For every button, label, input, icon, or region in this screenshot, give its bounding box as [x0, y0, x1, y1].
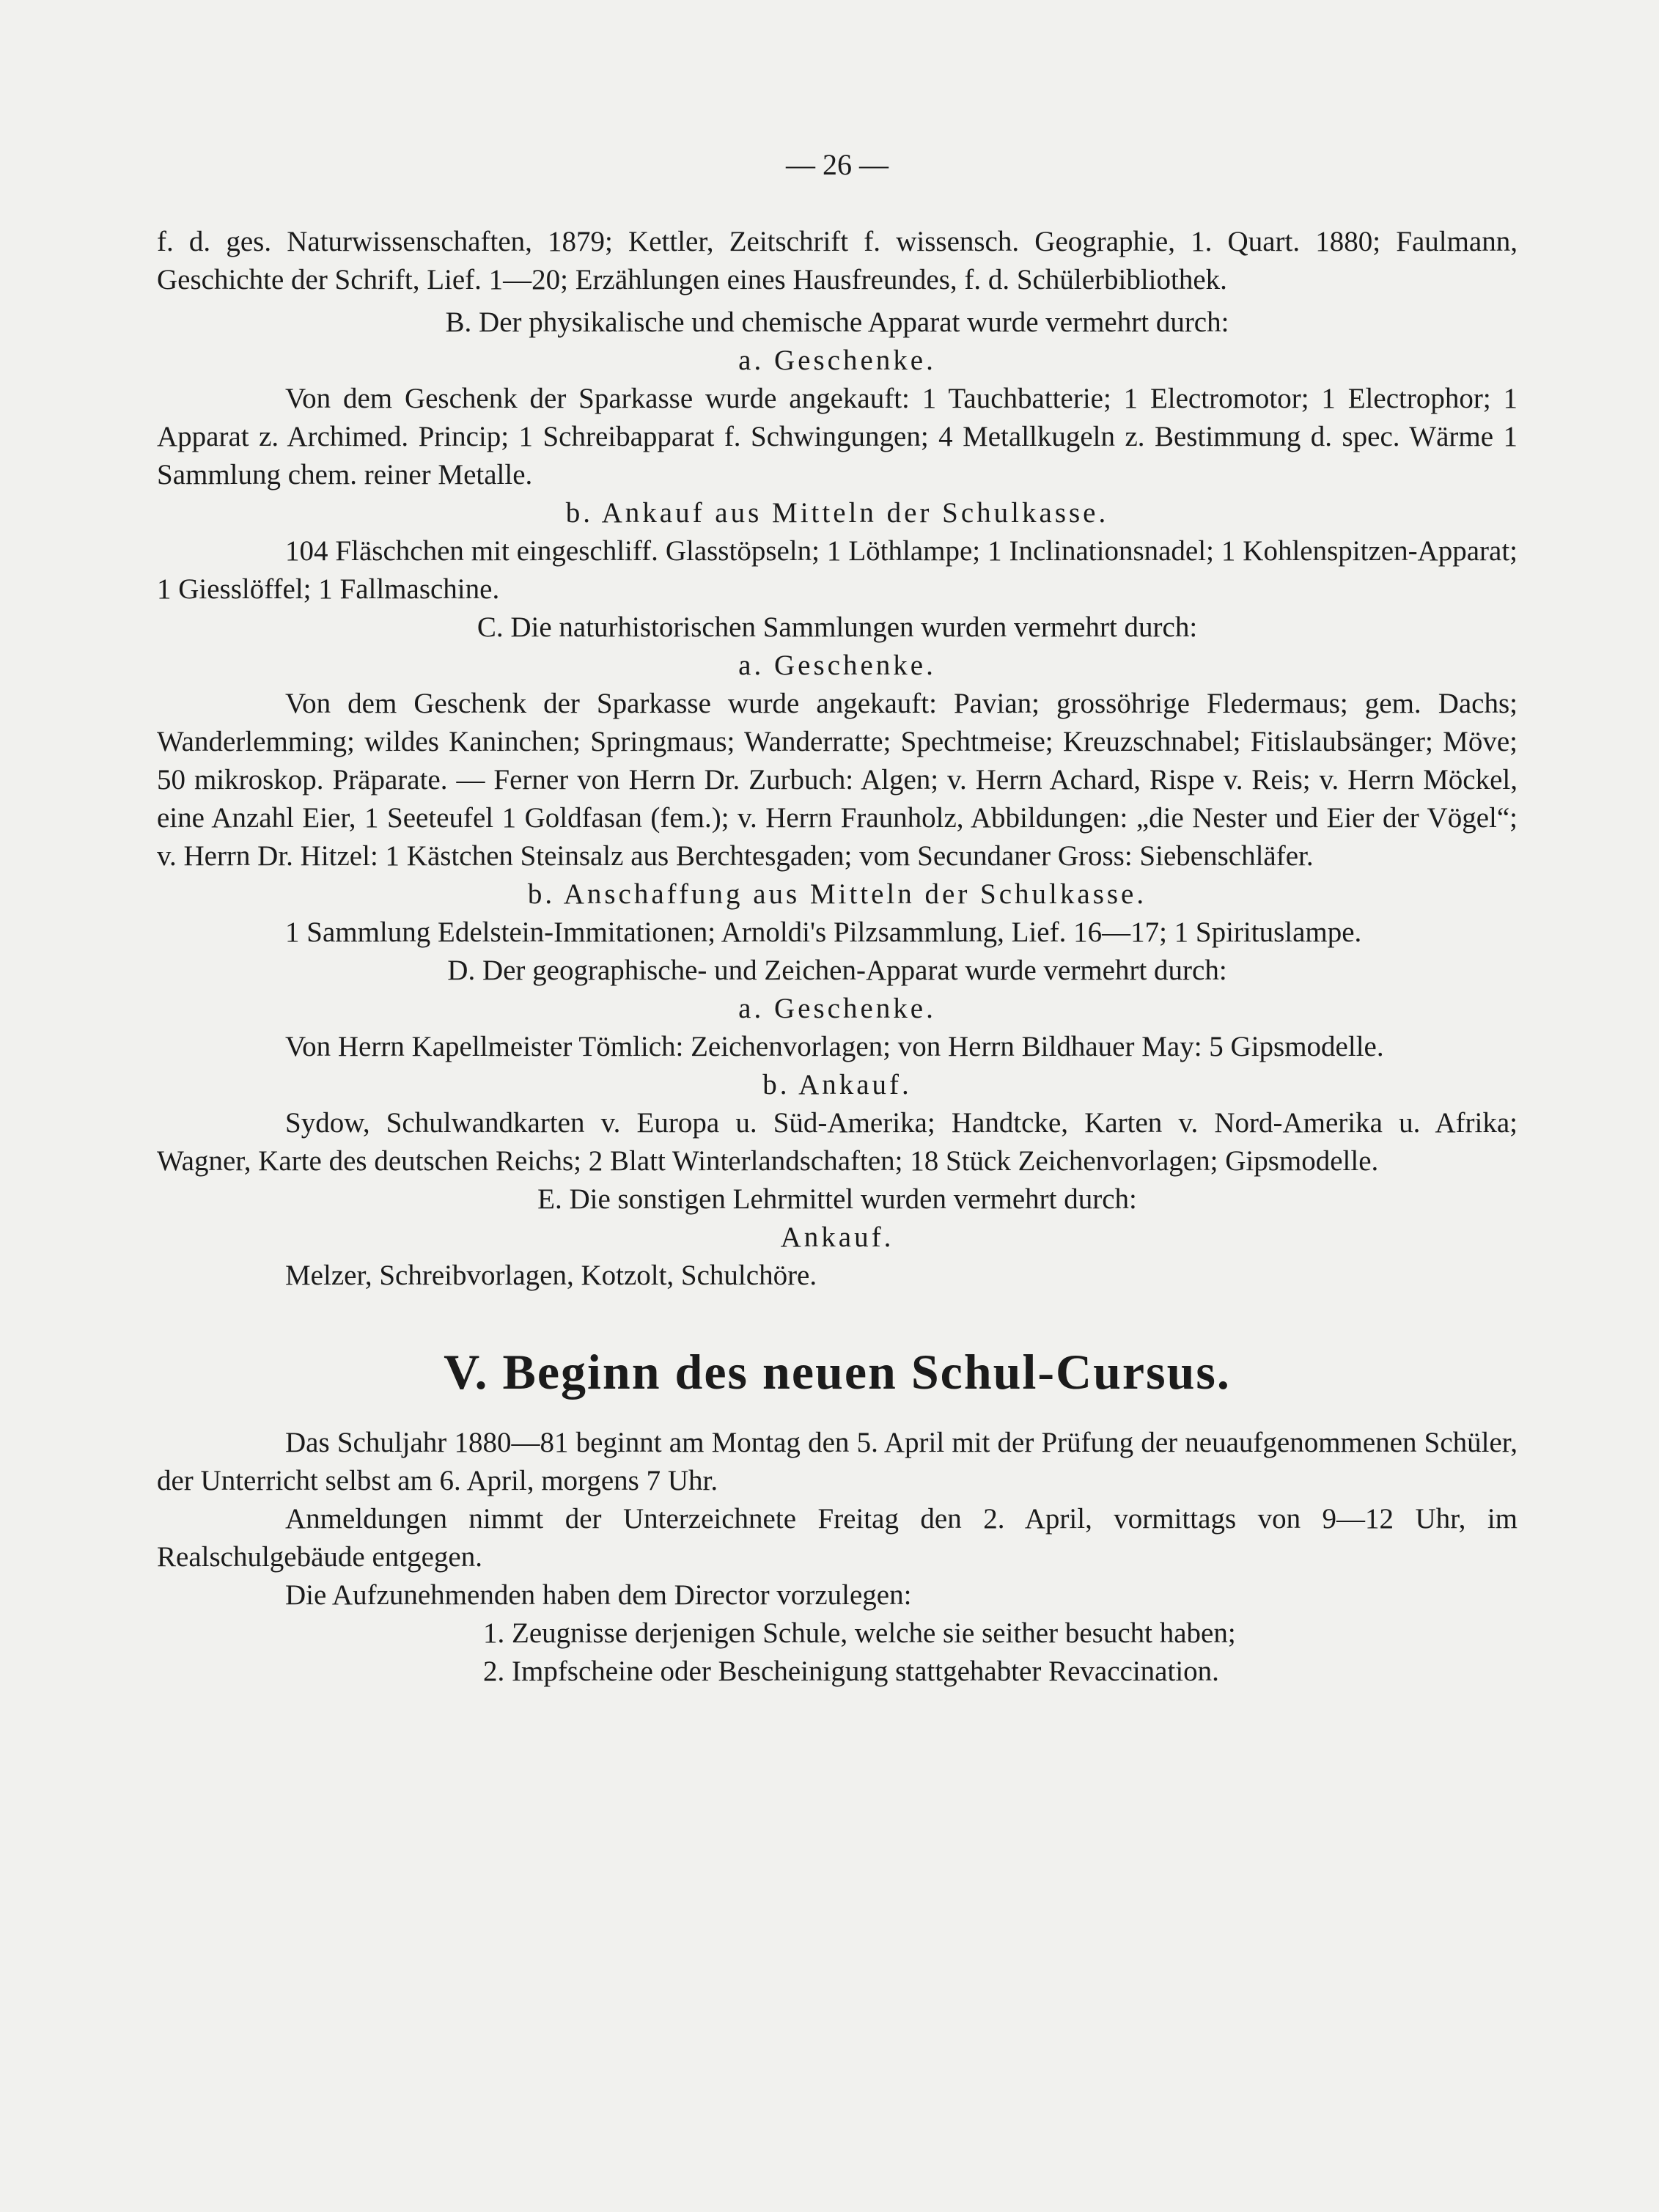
section-b-heading: B. Der physikalische und chemische Apparat wurde vermehrt durch:	[445, 306, 1229, 338]
page-content	[157, 147, 1518, 1691]
section-c-heading: C. Die naturhistorischen Sammlungen wurden vermehrt durch:	[477, 611, 1198, 643]
paragraph-school-year: Das Schuljahr 1880—81 beginnt am Montag den 5. April mit der Prüfung der neuaufgenommenen Schüler, der Unterricht selbst am 6. April, morgens 7 Uhr.	[157, 1427, 1518, 1496]
list-item: 2. Impfscheine oder Bescheinigung stattgehabter Revaccination.	[483, 1656, 1219, 1687]
section-d-heading: D. Der geographische- und Zeichen-Apparat wurde vermehrt durch:	[447, 955, 1227, 986]
subheading-geschenke: a. Geschenke.	[738, 650, 936, 681]
paragraph-other-materials: Melzer, Schreibvorlagen, Kotzolt, Schulchöre.	[285, 1260, 817, 1291]
paragraph-physics-purchases: 104 Fläschchen mit eingeschliff. Glasstöpseln; 1 Löthlampe; 1 Inclinationsnadel; 1 Kohlenspitzen-Apparat; 1 Giesslöffel; 1 Fallmaschine.	[157, 535, 1518, 605]
subheading-anschaffung: b. Anschaffung aus Mitteln der Schulkasse.	[527, 878, 1147, 910]
paragraph-natural-history-purchases: 1 Sammlung Edelstein-Immitationen; Arnoldi's Pilzsammlung, Lief. 16—17; 1 Spirituslampe.	[285, 916, 1362, 948]
paragraph-natural-history-gifts: Von dem Geschenk der Sparkasse wurde angekauft: Pavian; grossöhrige Fledermaus; gem. Dachs; Wanderlemming; wildes Kaninchen; Springmaus; Wanderratte; Spechtmeise; Kreuzschnabel; Fitislaubsänger; Möve; 50 mikroskop. Präparate. — Ferner von Herrn Dr. Zurbuch: Algen; v. Herrn Achard, Rispe v. Reis; v. Herrn Möckel, eine Anzahl Eier, 1 Seeteufel 1 Goldfasan (fem.); v. Herrn Fraunholz, Abbildungen: „die Nester und Eier der Vögel“; v. Herrn Dr. Hitzel: 1 Kästchen Steinsalz aus Berchtesgaden; vom Secundaner Gross: Siebenschläfer.	[157, 688, 1518, 872]
list-item: 1. Zeugnisse derjenigen Schule, welche sie seither besucht haben;	[483, 1617, 1236, 1649]
subheading-ankauf: Ankauf.	[780, 1221, 894, 1253]
subheading-ankauf: b. Ankauf.	[762, 1069, 912, 1101]
paragraph-continuation: f. d. ges. Naturwissenschaften, 1879; Kettler, Zeitschrift f. wissensch. Geographie, 1. Quart. 1880; Faulmann, Geschichte der Schrift, Lief. 1—20; Erzählungen eines Hausfreundes, f. d. Schülerbibliothek.	[157, 226, 1518, 295]
section-v-title: V. Beginn des neuen Schul-Cursus.	[444, 1344, 1231, 1400]
subheading-geschenke: a. Geschenke.	[738, 345, 936, 376]
section-e-heading: E. Die sonstigen Lehrmittel wurden vermehrt durch:	[537, 1183, 1137, 1215]
subheading-ankauf: b. Ankauf aus Mitteln der Schulkasse.	[565, 497, 1109, 529]
subheading-geschenke: a. Geschenke.	[738, 993, 936, 1024]
paragraph-physics-gifts: Von dem Geschenk der Sparkasse wurde angekauft: 1 Tauchbatterie; 1 Electromotor; 1 Electrophor; 1 Apparat z. Archimed. Princip; 1 Schreibapparat f. Schwingungen; 4 Metallkugeln z. Bestimmung d. spec. Wärme 1 Sammlung chem. reiner Metalle.	[157, 383, 1518, 490]
paragraph-geography-gifts: Von Herrn Kapellmeister Tömlich: Zeichenvorlagen; von Herrn Bildhauer May: 5 Gipsmodelle.	[285, 1031, 1384, 1062]
paragraph-geography-purchases: Sydow, Schulwandkarten v. Europa u. Süd-Amerika; Handtcke, Karten v. Nord-Amerika u. Afrika; Wagner, Karte des deutschen Reichs; 2 Blatt Winterlandschaften; 18 Stück Zeichenvorlagen; Gipsmodelle.	[157, 1107, 1518, 1177]
paragraph-registration: Anmeldungen nimmt der Unterzeichnete Freitag den 2. April, vormittags von 9—12 Uhr, im Realschulgebäude entgegen.	[157, 1503, 1518, 1573]
paragraph-required-documents: Die Aufzunehmenden haben dem Director vorzulegen:	[285, 1579, 912, 1611]
page-number: — 26 —	[786, 148, 889, 181]
